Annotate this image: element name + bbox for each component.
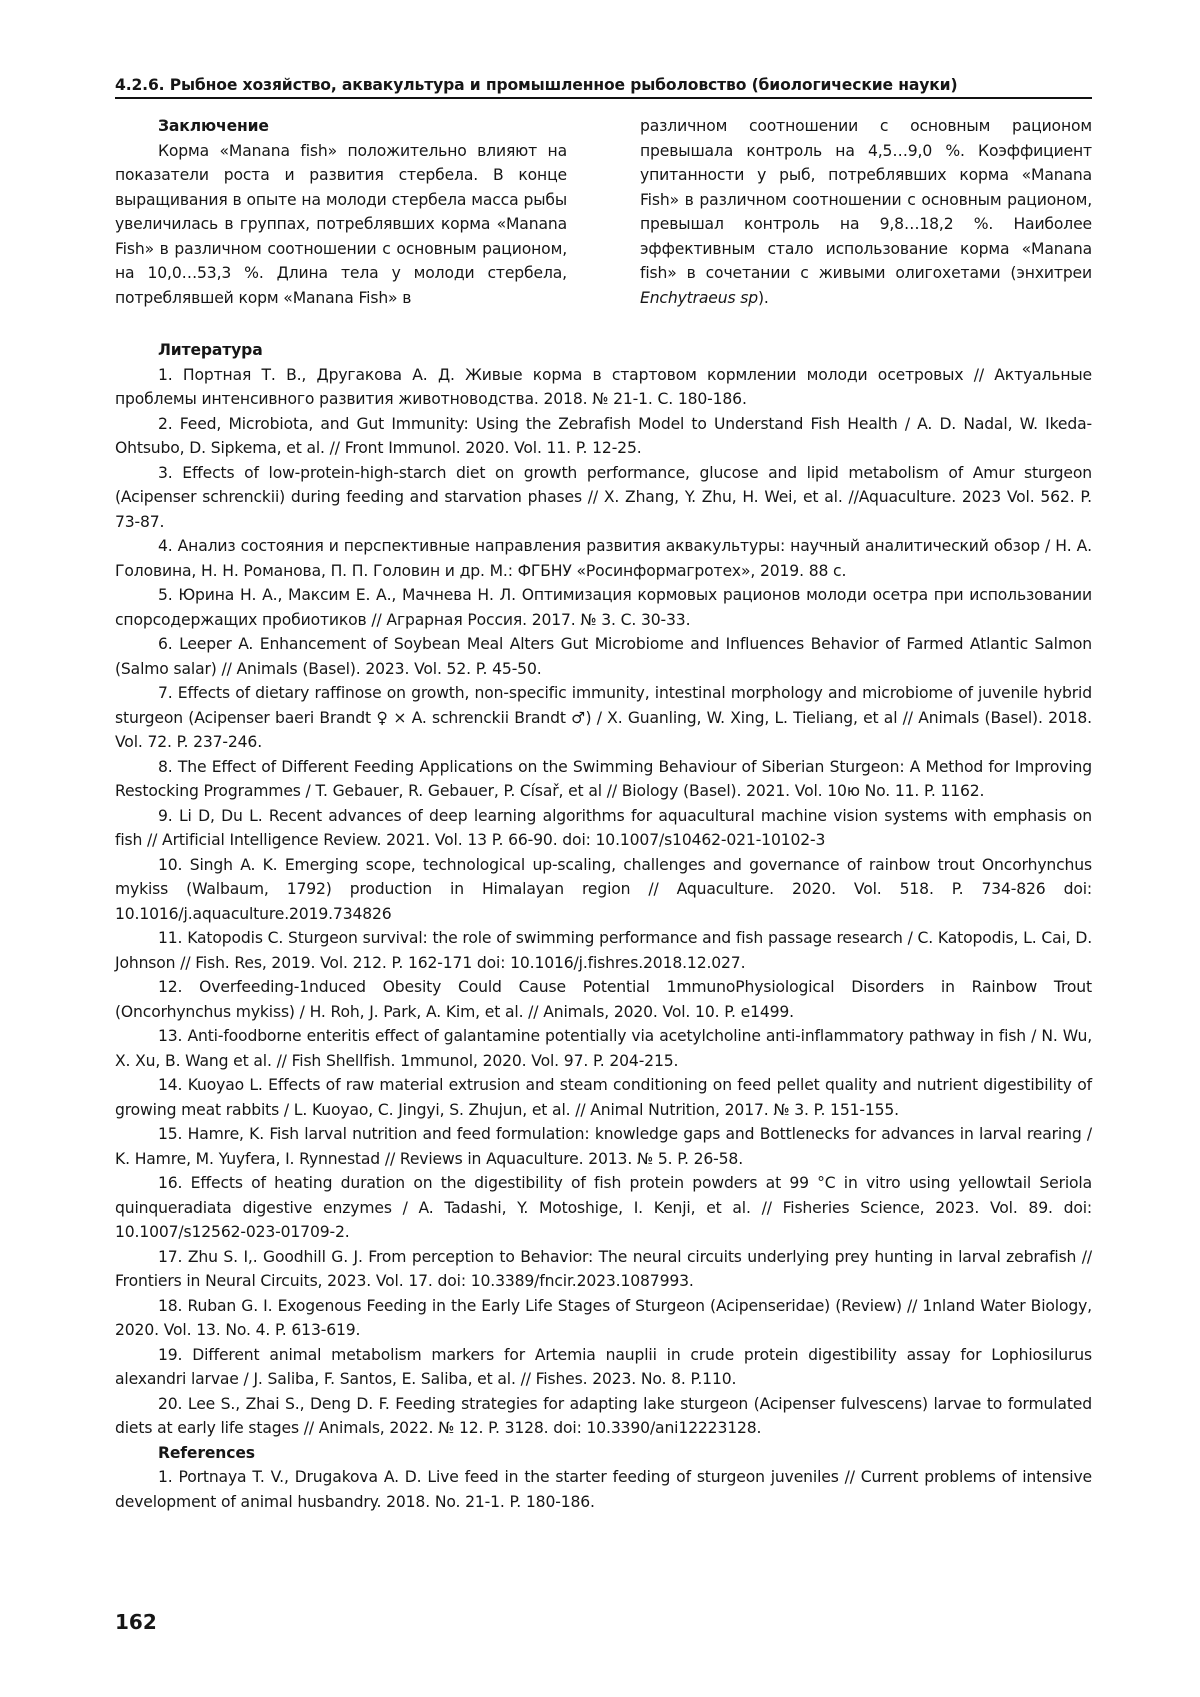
- species-name-italic: Enchytraeus sp: [640, 288, 758, 307]
- literature-item: 9. Li D, Du L. Recent advances of deep learning algorithms for aquacultural machine vision systems with emphasis on fish // Artificial Intelligence Review. 2021. Vol. 13 P. 66-90. doi: 10.1007/s10462-021-10102-3: [115, 806, 1092, 849]
- reference-item: 1. Portnaya T. V., Drugakova A. D. Live feed in the starter feeding of sturgeon juveniles // Current problems of intensive development of animal husbandry. 2018. No. 21-1. P. 180-186.: [115, 1468, 1092, 1511]
- literature-item: 3. Effects of low-protein-high-starch diet on growth performance, glucose and lipid metabolism of Amur sturgeon (Acipenser schrenckii) during feeding and starvation phases // X. Zhang, Y. Zhu, H. Wei, et al. //Aquaculture. 2023 Vol. 562. P. 73-87.: [115, 463, 1092, 531]
- conclusion-title: Заключение: [158, 117, 269, 135]
- conclusion-right-column: [640, 114, 1092, 310]
- conclusion-text-right-end: ).: [757, 288, 769, 307]
- literature-item: 10. Singh A. K. Emerging scope, technological up-scaling, challenges and governance of rainbow trout Oncorhynchus mykiss (Walbaum, 1792) production in Himalayan region // Aquaculture. 2020. Vol. 518. P. 734-826 doi: 10.1016/j.aquaculture.2019.734826: [115, 855, 1092, 923]
- literature-item: 5. Юрина Н. А., Максим Е. А., Мачнева Н. Л. Оптимизация кормовых рационов молоди осетра при использовании спорсодержащих пробиотиков // Аграрная Россия. 2017. № 3. С. 30-33.: [115, 586, 1092, 629]
- literature-item: 7. Effects of dietary raffinose on growth, non-specific immunity, intestinal morphology and microbiome of juvenile hybrid sturgeon (Acipenser baeri Brandt ♀ × A. schrenckii Brandt ♂) / X. Guanling, W. Xing, L. Tieliang, et al // Animals (Basel). 2018. Vol. 72. P. 237-246.: [115, 684, 1092, 751]
- conclusion-text-right-main: различном соотношении с основным рационом превышала контроль на 4,5…9,0 %. Коэффициент упитанности у рыб, потреблявших корма «Manana Fish» в различном соотношении с основным рационом, превышал контроль на 9,8…18,2 %. Наиболее эффективным стало использование корма «Manana fish» в сочетании с живыми олигохетами (энхитреи: [640, 117, 1092, 282]
- literature-item: 11. Katopodis C. Sturgeon survival: the role of swimming performance and fish passage research / C. Katopodis, L. Cai, D. Johnson // Fish. Res, 2019. Vol. 212. P. 162-171 doi: 10.1016/j.fishres.2018.12.027.: [115, 929, 1092, 972]
- references-heading: References: [158, 1443, 255, 1462]
- references-list: [115, 1465, 1092, 1514]
- literature-item: 2. Feed, Microbiota, and Gut Immunity: Using the Zebrafish Model to Understand Fish Health / A. D. Nadal, W. Ikeda-Ohtsubo, D. Sipkema, et al. // Front Immunol. 2020. Vol. 11. P. 12-25.: [115, 414, 1092, 457]
- conclusion-text-right: [640, 114, 1092, 310]
- literature-item: 14. Kuoyao L. Effects of raw material extrusion and steam conditioning on feed pellet quality and nutrient digestibility of growing meat rabbits / L. Kuoyao, C. Jingyi, S. Zhujun, et al. // Animal Nutrition, 2017. № 3. P. 151-155.: [115, 1076, 1092, 1119]
- running-header: 4.2.6. Рыбное хозяйство, аквакультура и промышленное рыболовство (биологические науки): [115, 74, 1092, 99]
- literature-heading: Литература: [158, 341, 263, 359]
- literature-item: 13. Anti-foodborne enteritis effect of galantamine potentially via acetylcholine anti-inflammatory pathway in fish / N. Wu, X. Xu, B. Wang et al. // Fish Shellfish. 1mmunol, 2020. Vol. 97. P. 204-215.: [115, 1027, 1092, 1070]
- conclusion-section: [115, 114, 1092, 324]
- literature-item: 16. Effects of heating duration on the digestibility of fish protein powders at 99 °C in vitro using yellowtail Seriola quinqueradiata digestive enzymes / A. Tadashi, Y. Motoshige, I. Kenji, et al. // Fisheries Science, 2023. Vol. 89. doi: 10.1007/s12562-023-01709-2.: [115, 1174, 1092, 1241]
- literature-item: 4. Анализ состояния и перспективные направления развития аквакультуры: научный аналитический обзор / Н. А. Головина, Н. Н. Романова, П. П. Головин и др. М.: ФГБНУ «Росинформагротех», 2019. 88 с.: [115, 537, 1092, 580]
- page-number: 162: [115, 1610, 157, 1634]
- bibliography: [115, 338, 1092, 1514]
- conclusion-left-column: [115, 114, 567, 310]
- literature-item: 19. Different animal metabolism markers for Artemia nauplii in crude protein digestibility assay for Lophiosilurus alexandri larvae / J. Saliba, F. Santos, E. Saliba, et al. // Fishes. 2023. No. 8. P.110.: [115, 1345, 1092, 1388]
- literature-item: 8. The Effect of Different Feeding Applications on the Swimming Behaviour of Siberian Sturgeon: A Method for Improving Restocking Programmes / T. Gebauer, R. Gebauer, P. Císař, et al // Biology (Basel). 2021. Vol. 10ю No. 11. P. 1162.: [115, 757, 1092, 800]
- conclusion-text-left: Корма «Manana fish» положительно влияют на показатели роста и развития стербела. В конце выращивания в опыте на молоди стербела масса рыбы увеличилась в группах, потреблявших корма «Manana Fish» в различном соотношении с основным рационом, на 10,0…53,3 %. Длина тела у молоди стербела, потреблявшей корм «Manana Fish» в: [115, 141, 567, 307]
- literature-list: [115, 363, 1092, 1441]
- literature-item: 12. Overfeeding-1nduced Obesity Could Cause Potential 1mmunoPhysiological Disorders in Rainbow Trout (Oncorhynchus mykiss) / H. Roh, J. Park, A. Kim, et al. // Animals, 2020. Vol. 10. P. e1499.: [115, 978, 1092, 1021]
- literature-item: 6. Leeper A. Enhancement of Soybean Meal Alters Gut Microbiome and Influences Behavior of Farmed Atlantic Salmon (Salmo salar) // Animals (Basel). 2023. Vol. 52. P. 45-50.: [115, 635, 1092, 678]
- literature-item: 18. Ruban G. I. Exogenous Feeding in the Early Life Stages of Sturgeon (Acipenseridae) (Review) // 1nland Water Biology, 2020. Vol. 13. No. 4. P. 613-619.: [115, 1296, 1092, 1339]
- literature-item: 15. Hamre, K. Fish larval nutrition and feed formulation: knowledge gaps and Bottlenecks for advances in larval rearing / K. Hamre, M. Yuyfera, I. Rynnestad // Reviews in Aquaculture. 2013. № 5. P. 26-58.: [115, 1125, 1092, 1168]
- literature-item: 20. Lee S., Zhai S., Deng D. F. Feeding strategies for adapting lake sturgeon (Acipenser fulvescens) larvae to formulated diets at early life stages // Animals, 2022. № 12. P. 3128. doi: 10.3390/ani12223128.: [115, 1394, 1092, 1437]
- literature-item: 1. Портная Т. В., Другакова А. Д. Живые корма в стартовом кормлении молоди осетровых // Актуальные проблемы интенсивного развития животноводства. 2018. № 21-1. С. 180-186.: [115, 365, 1092, 408]
- literature-item: 17. Zhu S. I,. Goodhill G. J. From perception to Behavior: The neural circuits underlying prey hunting in larval zebrafish // Frontiers in Neural Circuits, 2023. Vol. 17. doi: 10.3389/fncir.2023.1087993.: [115, 1247, 1092, 1290]
